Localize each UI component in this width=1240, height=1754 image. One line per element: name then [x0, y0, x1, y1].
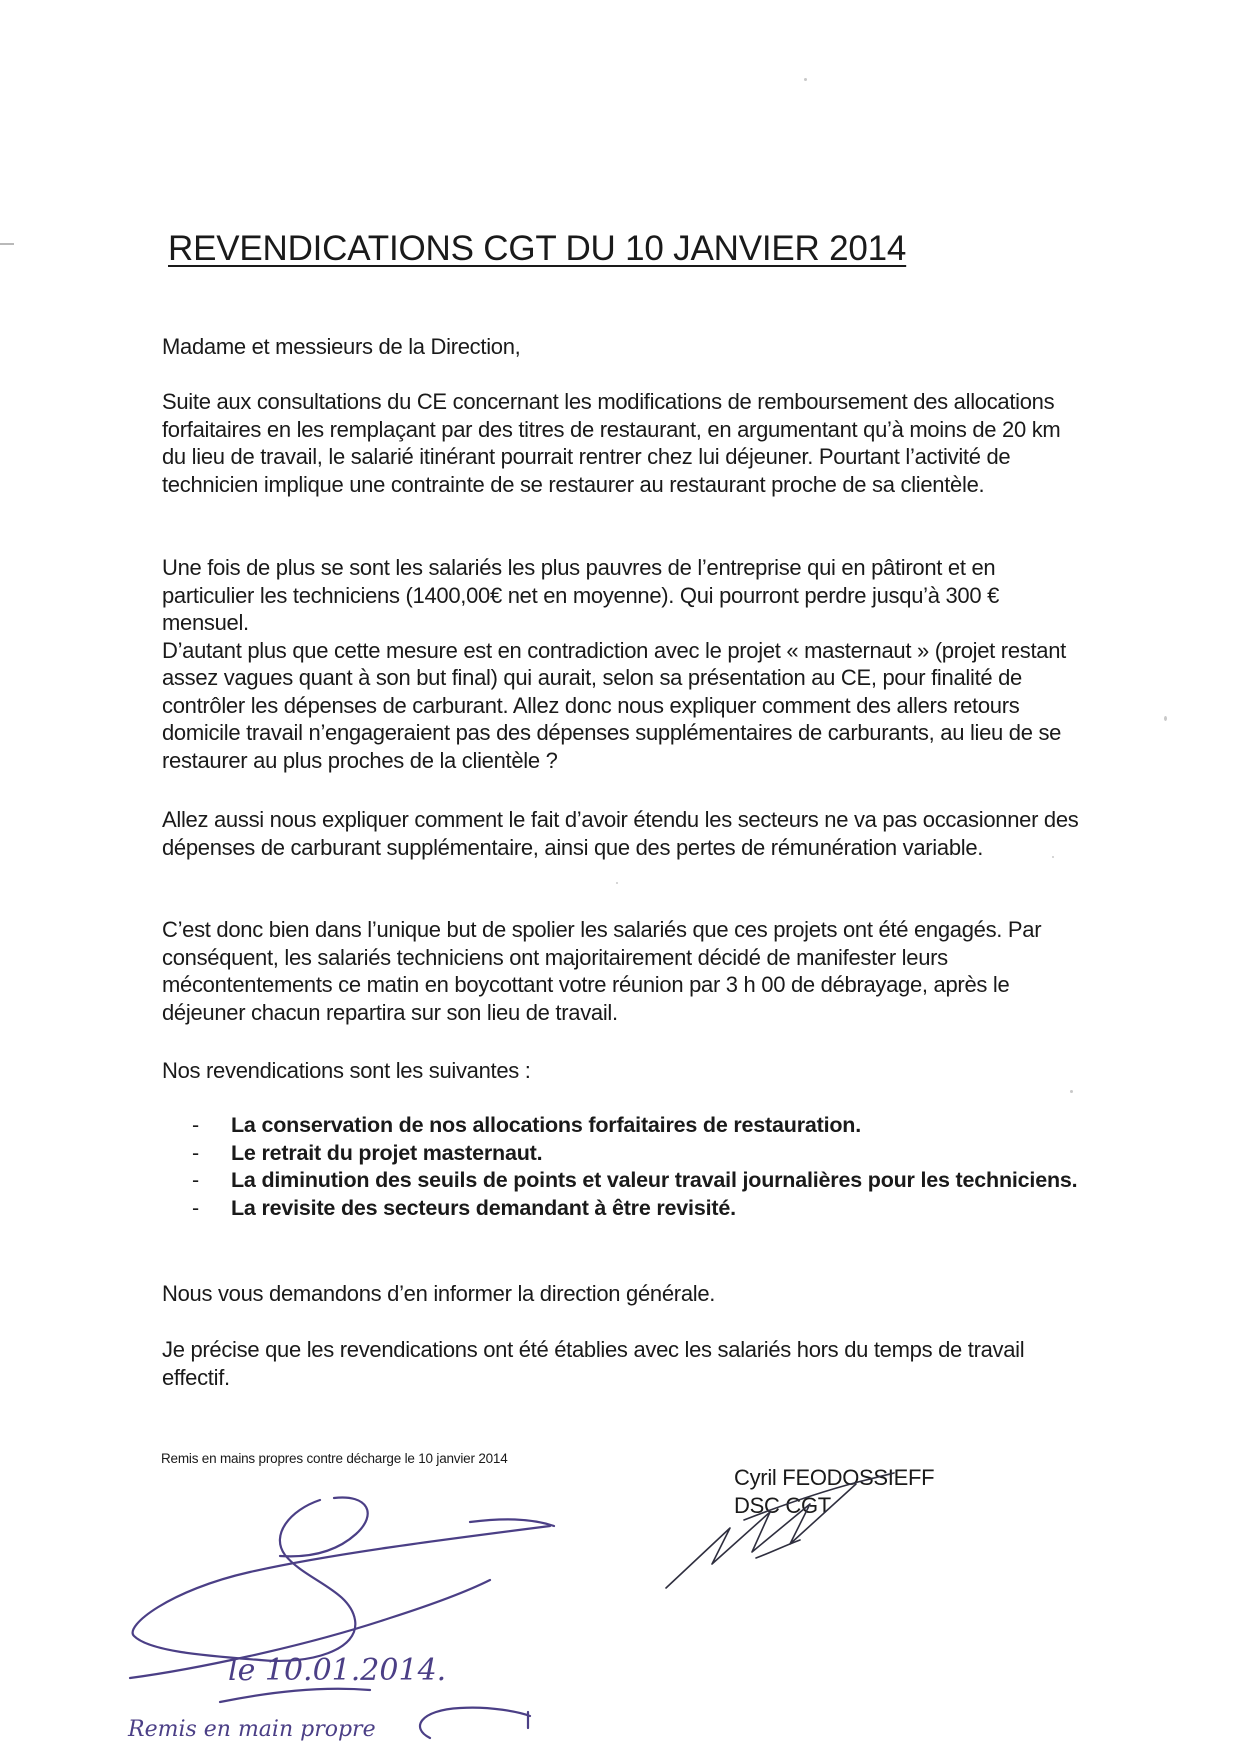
signature-right	[660, 1460, 960, 1600]
list-item-text: La diminution des seuils de points et valeur travail journalières pour les techniciens.	[231, 1168, 1078, 1192]
demands-intro	[162, 1057, 1087, 1085]
list-bullet: -	[192, 1113, 199, 1137]
paragraph-text: Je précise que les revendications ont été établies avec les salariés hors du temps de travail effectif.	[162, 1337, 1025, 1390]
scan-speck	[1052, 856, 1054, 858]
paragraph-secteurs	[162, 806, 1087, 861]
scan-speck	[804, 78, 807, 81]
closing-precision	[162, 1336, 1087, 1391]
list-item	[162, 1195, 1082, 1223]
paragraph-text: Nous vous demandons d’en informer la direction générale.	[162, 1281, 716, 1306]
signature-left	[110, 1480, 670, 1750]
handwritten-date: le 10.01.2014.	[228, 1653, 447, 1688]
signer-name: Cyril FEODOSSIEFF	[734, 1465, 935, 1490]
scan-speck	[616, 882, 618, 884]
receipt-note: Remis en mains propres contre décharge le 10 janvier 2014	[161, 1451, 508, 1466]
scan-speck	[1164, 716, 1167, 721]
paragraph-text: C’est donc bien dans l’unique but de spolier les salariés que ces projets ont été engagés. Par conséquent, les salariés techniciens ont majoritairement décidé de manifester leurs mécontentements ce matin en boycottant votre réunion par 3 h 00 de débrayage, après le déjeuner chacun repartira sur son lieu de travail.	[162, 917, 1042, 1025]
paragraph-text: D’autant plus que cette mesure est en contradiction avec le projet « masternaut » (projet restant assez vagues quant à son but final) qui aurait, selon sa présentation au CE, pour finalité de contrôler les dépenses de carburant. Allez donc nous expliquer comment des allers retours domicile travail n’engageraient pas des dépenses supplémentaires de carburants, au lieu de se restaurer au plus proches de la clientèle ?	[162, 637, 1066, 773]
handwritten-note: Remis en main propre	[128, 1717, 376, 1742]
paragraph-text: Allez aussi nous expliquer comment le fait d’avoir étendu les secteurs ne va pas occasionner des dépenses de carburant supplémentaire, ainsi que des pertes de rémunération variable.	[162, 807, 1079, 860]
list-item	[162, 1112, 1082, 1140]
list-bullet: -	[192, 1168, 199, 1192]
list-item-text: La conservation de nos allocations forfaitaires de restauration.	[231, 1113, 861, 1137]
list-item	[162, 1167, 1082, 1195]
scan-edge-mark	[0, 243, 14, 245]
scan-speck	[1070, 1090, 1073, 1093]
document-title: REVENDICATIONS CGT DU 10 JANVIER 2014	[168, 229, 907, 268]
list-item-text: Le retrait du projet masternaut.	[231, 1140, 543, 1165]
paragraph-text: Nos revendications sont les suivantes :	[162, 1058, 531, 1083]
paragraph-debrayage	[162, 916, 1087, 1026]
list-bullet: -	[192, 1195, 199, 1220]
demands-list	[162, 1112, 1082, 1222]
list-bullet: -	[192, 1140, 199, 1165]
paragraph-consultations	[162, 388, 1087, 498]
paragraph-text: Une fois de plus se sont les salariés les plus pauvres de l’entreprise qui en pâtiront et en particulier les techniciens (1400,00€ net en moyenne). Qui pourront perdre jusqu’à 300 € mensuel.	[162, 555, 1000, 635]
list-item	[162, 1140, 1082, 1168]
signer-role: DSC CGT	[734, 1493, 831, 1518]
salutation: Madame et messieurs de la Direction,	[162, 334, 521, 359]
paragraph-salaries	[162, 554, 1087, 774]
paragraph-text: Suite aux consultations du CE concernant les modifications de remboursement des allocations forfaitaires en les remplaçant par des titres de restaurant, en argumentant qu’à moins de 20 km du lieu de travail, le salarié itinérant pourrait rentrer chez lui déjeuner. Pourtant l’activité de technicien implique une contrainte de se restaurer au restaurant proche de sa clientèle.	[162, 389, 1061, 497]
closing-inform	[162, 1280, 1087, 1308]
list-item-text: La revisite des secteurs demandant à être revisité.	[231, 1195, 736, 1220]
